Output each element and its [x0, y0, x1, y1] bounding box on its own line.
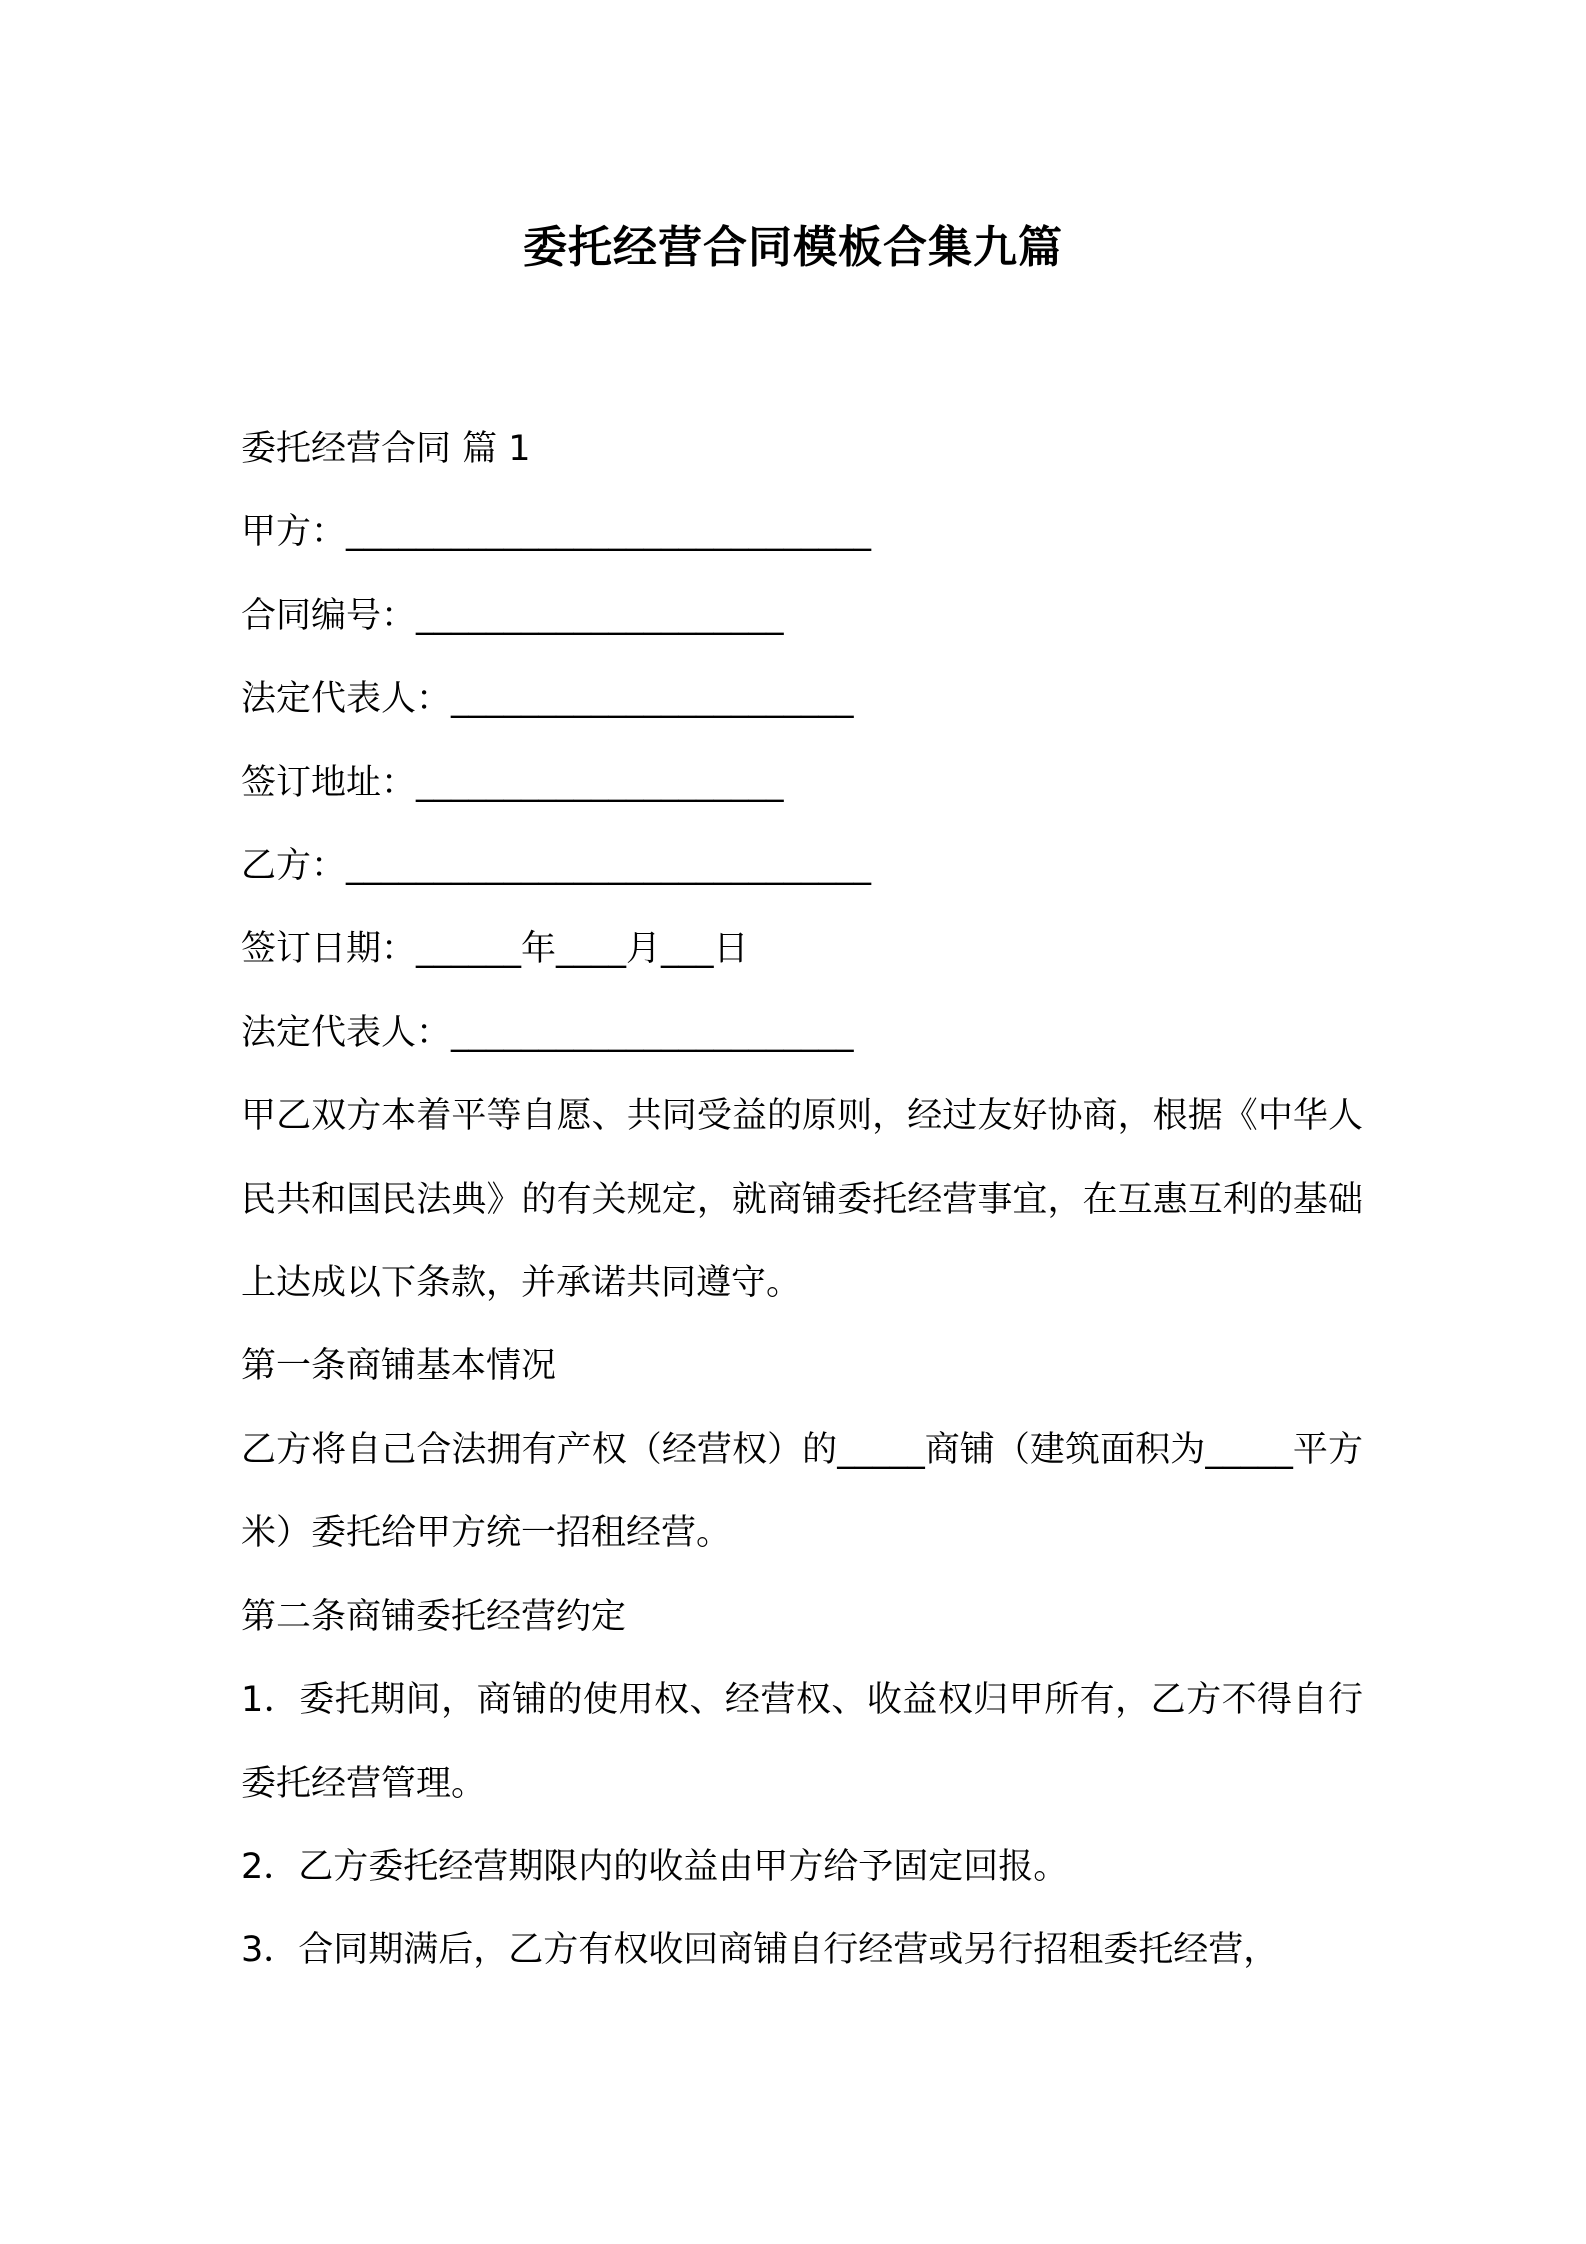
- article-1-body: 乙方将自己合法拥有产权（经营权）的_____商铺（建筑面积为_____平方米）委托给甲方统一招租经营。: [241, 1429, 1363, 1554]
- field-signing-date: 签订日期：______年____月___日: [241, 929, 749, 970]
- field-party-b: 乙方：______________________________: [241, 846, 872, 887]
- article-2-item-1: 1．委托期间，商铺的使用权、经营权、收益权归甲所有，乙方不得自行委托经营管理。: [241, 1680, 1363, 1804]
- document-body: [241, 408, 1363, 1993]
- article-1-title: 第一条商铺基本情况: [241, 1346, 557, 1387]
- article-2-item-3: 3．合同期满后，乙方有权收回商铺自行经营或另行招租委托经营，: [241, 1930, 1279, 1971]
- field-signing-address: 签订地址：_____________________: [241, 762, 784, 803]
- article-2-item-2: 2．乙方委托经营期限内的收益由甲方给予固定回报。: [241, 1846, 1069, 1887]
- field-contract-number: 合同编号：_____________________: [241, 595, 784, 636]
- field-legal-representative: 法定代表人：_______________________: [241, 679, 854, 720]
- document-title: 委托经营合同模板合集九篇: [523, 222, 1063, 273]
- intro-paragraph: 甲乙双方本着平等自愿、共同受益的原则，经过友好协商，根据《中华人民共和国民法典》的有关规定，就商铺委托经营事宜，在互惠互利的基础上达成以下条款，并承诺共同遵守。: [241, 1096, 1363, 1304]
- article-2-title: 第二条商铺委托经营约定: [241, 1596, 627, 1637]
- field-legal-representative-b: 法定代表人：_______________________: [241, 1012, 854, 1053]
- section-heading: 委托经营合同 篇 1: [241, 429, 531, 469]
- field-party-a: 甲方：______________________________: [241, 512, 872, 553]
